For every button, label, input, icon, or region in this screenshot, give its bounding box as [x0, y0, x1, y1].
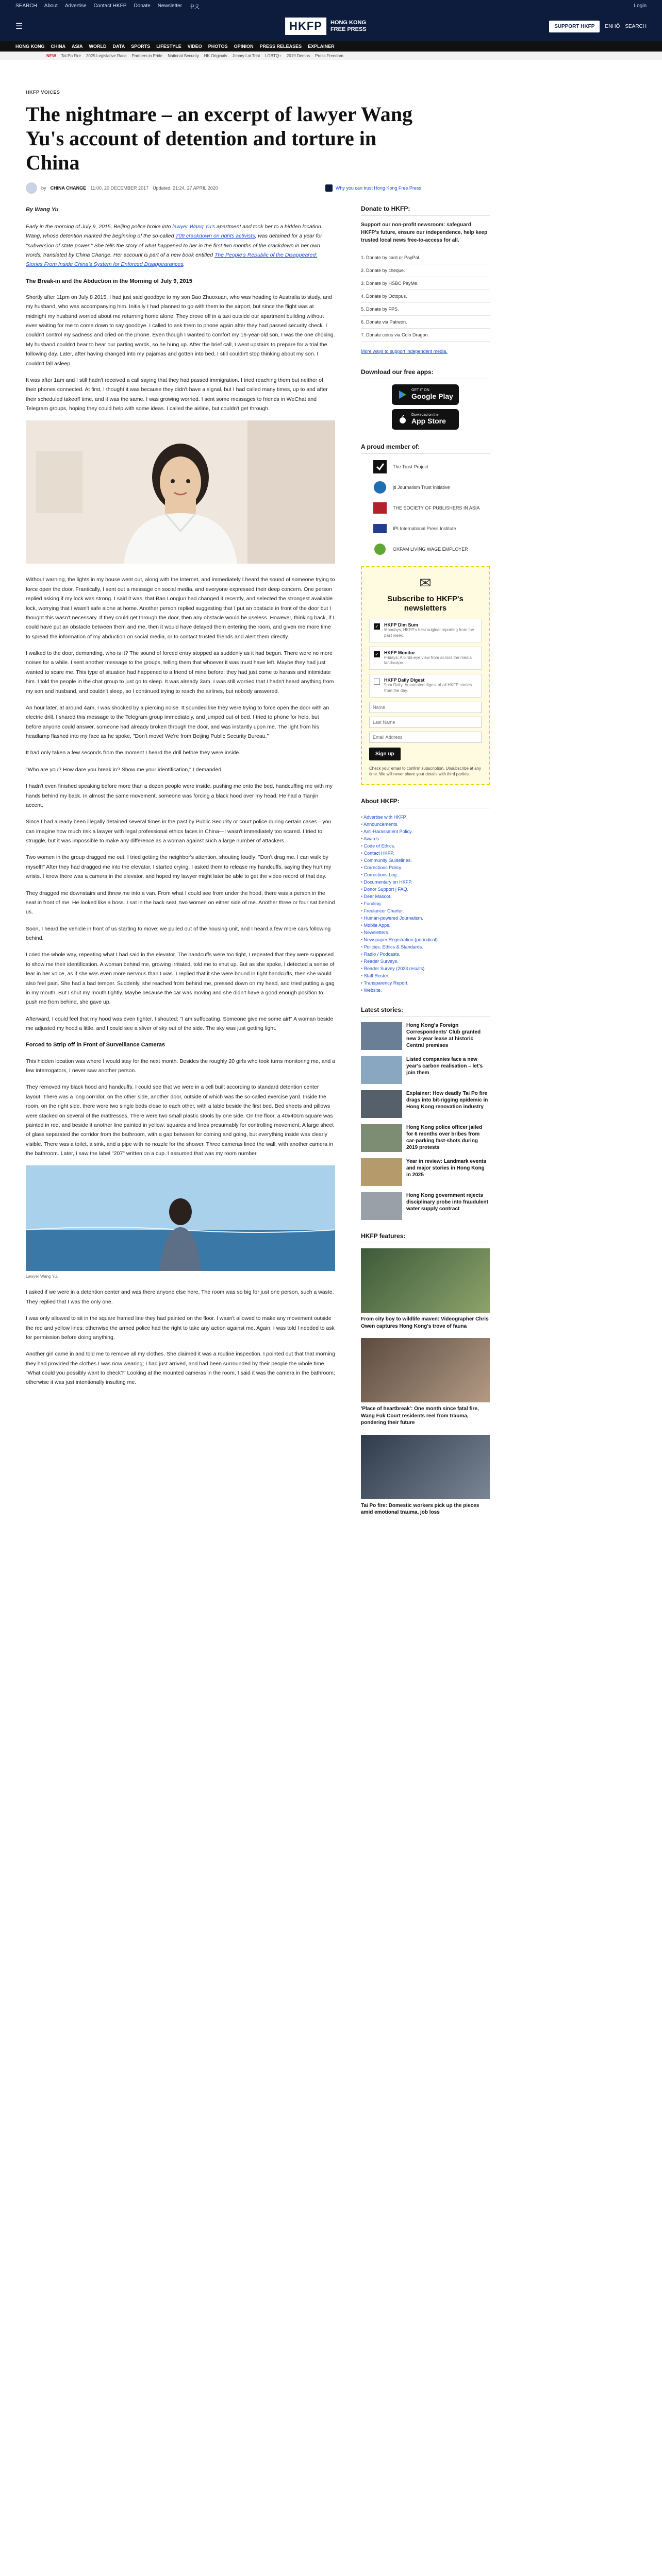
trending-bar	[0, 52, 662, 60]
feature-story[interactable]	[361, 1435, 490, 1516]
wang-yu-seaside-image	[26, 1165, 335, 1271]
member-title: A proud member of:	[361, 443, 490, 454]
about-link[interactable]: • Announcements.	[361, 821, 490, 828]
sidebar	[351, 205, 636, 1524]
feature-image	[361, 1435, 490, 1499]
about-link[interactable]: • Newspaper Registration (periodical).	[361, 936, 490, 943]
paragraph: I walked to the door, demanding, who is it? The sound of forced entry stopped as suddenly as it had begun. There were no more noises for a while. I sent another message to the groups, telling them that whoever it was must have left. Maybe they had just wanted to scare me. This type of situation had happened to a friend of mine before: they had just come to harass and intimidate him. I told the people in the chat group to just go to sleep. It was already 3am. I was still worried that I hadn't heard anything from my son and husband, and couldn't sleep, so I continued trying to reach the airlines, but nobody answered.	[26, 650, 334, 694]
intro-text: Early in the morning of July 9, 2015, Beijing police broke into	[26, 223, 173, 230]
paragraph: "Who are you? How dare you break in? Show me your identification," I demanded.	[26, 766, 223, 773]
paragraph: This hidden location was where I would stay for the next month. Besides the roughly 20 girls who took turns monitoring me, and a few interrogators, I never saw another person.	[26, 1058, 335, 1074]
member-name: jti Journalism Trust Initiative	[393, 484, 450, 490]
image-caption: Lawyer Wang Yu.	[26, 1274, 58, 1279]
search-link[interactable]: SEARCH	[625, 23, 647, 29]
member-name: THE SOCIETY OF PUBLISHERS IN ASIA	[393, 505, 480, 511]
topbar-item-newsletter[interactable]: Newsletter	[157, 3, 182, 9]
newsletter-option-title: HKFP Monitor	[384, 650, 415, 655]
newsletter-option-title: HKFP Daily Digest	[384, 677, 425, 683]
member-sopa[interactable]	[371, 500, 490, 516]
about-link[interactable]: • Corrections Log.	[361, 871, 490, 878]
paragraph: It was after 1am and I still hadn't received a call saying that they had passed immigration. I tried reaching them but neither of their phones connected. At first, I thought it was because they didn't have a signal, but I had called many times, up to and after their scheduled takeoff time, and it was the same. I was growing worried. I sent some messages to friends in WeChat and Telegram groups, hoping they could help with some ideas. I called the airline, but couldn't get through.	[26, 377, 328, 412]
apple-icon	[398, 415, 407, 424]
about-link[interactable]: • Radio / Podcasts.	[361, 951, 490, 958]
topbar-item-donate[interactable]: Donate	[134, 3, 151, 9]
latest-story[interactable]	[361, 1056, 490, 1084]
about-link[interactable]: • Freelancer Charter.	[361, 907, 490, 914]
trust-project-icon	[371, 459, 389, 474]
features-title: HKFP features:	[361, 1232, 490, 1243]
newsletter-option-monitor[interactable]	[369, 647, 482, 670]
topbar-item-login[interactable]: Login	[634, 3, 647, 9]
ipi-icon	[371, 521, 389, 536]
story-thumbnail	[361, 1158, 402, 1186]
feature-title[interactable]: Tai Po fire: Domestic workers pick up the pieces amid emotional trauma, job loss	[361, 1502, 479, 1516]
sopa-icon	[371, 500, 389, 516]
story-thumbnail	[361, 1056, 402, 1084]
member-jti[interactable]	[371, 480, 490, 495]
latest-story[interactable]	[361, 1158, 490, 1186]
member-oxfam[interactable]	[371, 541, 490, 557]
newsletter-title: Subscribe to HKFP's newsletters	[387, 594, 464, 613]
logo-mark: HKFP	[285, 18, 326, 35]
about-link[interactable]: • Community Guidelines.	[361, 857, 490, 864]
paragraph: Soon, I heard the vehicle in front of us starting to move: we pulled out of the housing unit, and I heard a few more cars following behind.	[26, 925, 331, 942]
logo-line-1: HONG KONG	[330, 19, 367, 26]
about-title: About HKFP:	[361, 798, 490, 808]
about-link[interactable]: • Mobile Apps.	[361, 922, 490, 929]
author-avatar	[26, 182, 37, 194]
wang-yu-link[interactable]: lawyer Wang Yu's	[172, 223, 216, 230]
paragraph: Without warning, the lights in my house went out, along with the Internet, and immediately I heard the sound of someone trying to force open the door. Frantically, I sent out a message on social media, and everyone expressed their deep concern. One person replied asking if my lock was strong. I said it was, that Bao Longjun had changed it recently, and selected the strongest available lock, worrying that I wasn't safe alone at home. Another person replied suggesting that I put an obstacle in front of the door but I thought this wasn't necessary. If they could get through the door, then any obstacle would be useless. However, thinking back, if I could have put an obstacle between them and me, then it would have delayed them entering the room, and given me more time to spread the information of my abduction on social media, or to contact trusted friends and alert them directly.	[26, 577, 335, 640]
latest-story-title[interactable]: Hong Kong's Foreign Correspondents' Club granted new 3-year lease at historic Central premises	[406, 1023, 481, 1049]
paragraph: I was only allowed to sit in the square framed line they had painted on the floor. I wasn't allowed to make any movement outside the red and yellow lines: otherwise the armed police had the right to take any action against me. Again, I was told I needed to ask for permission before doing anything.	[26, 1315, 335, 1341]
nav-item-lifestyle[interactable]: LIFESTYLE	[156, 44, 181, 49]
paragraph: I asked if we were in a detention center and was there anyone else here. The room was so big for just one person, such a waste. They replied that I was the only one.	[26, 1289, 334, 1305]
nav-item-opinion[interactable]: OPINION	[234, 44, 254, 49]
nav-item-data[interactable]: DATA	[112, 44, 125, 49]
newsletter-option-desc: Mondays, HKFP's best original reporting from the past week.	[384, 628, 474, 638]
app-store-small: Download on the	[411, 413, 439, 417]
google-play-button[interactable]	[392, 384, 459, 405]
jti-icon	[371, 480, 389, 495]
donate-options	[361, 251, 490, 342]
intro-paragraph	[26, 222, 335, 269]
donate-option[interactable]: 2. Donate by cheque.	[361, 264, 490, 277]
donate-option[interactable]: 3. Donate by HSBC PayMe.	[361, 277, 490, 290]
paragraph: I hadn't even finished speaking before more than a dozen people were inside, pushing me onto the bed, handcuffing me with my hands behind my back. In almost the same movement, someone was forcing a black hood over my head. He had a Tianjin accent.	[26, 783, 333, 808]
trending-item[interactable]: Jimmy Lai Trial	[232, 53, 260, 58]
trending-item[interactable]: Partners in Pride	[131, 53, 163, 58]
paragraph: Two women in the group dragged me out. I tried getting the neighbor's attention, shouting loudly: "Don't drag me. I can walk by myself!" After they had dragged me into the elevator, I started crying. I asked them to release my handcuffs, saying they hurt my wrists. I knew there was a camera in the elevator, and hoped my lawyer might later be able to get the video record of that day.	[26, 854, 332, 880]
menu-icon[interactable]: ☰	[15, 22, 23, 31]
intro-text: , was detained for a year for "subversion of state power." She tells the story of what happened to her in the first two months of the crackdown in her own words, translated by China Change. Her account is part of a new book entitled	[26, 233, 322, 258]
about-link[interactable]: • Newsletters.	[361, 929, 490, 936]
intro-text: apartment and took her to a hidden location. Wang, whose detention marked the beginning of the so-called	[26, 223, 323, 240]
topbar-item-advertise[interactable]: Advertise	[64, 3, 87, 9]
about-link[interactable]: • Deer Mascot.	[361, 893, 490, 900]
latest-story[interactable]	[361, 1090, 490, 1118]
newsletter-option-daily-digest[interactable]	[369, 674, 482, 698]
story-thumbnail	[361, 1192, 402, 1220]
about-links	[361, 814, 490, 994]
member-trust-project[interactable]	[371, 459, 490, 474]
latest-story-title[interactable]: Year in review: Landmark events and major stories in Hong Kong in 2025	[406, 1159, 487, 1178]
about-link[interactable]: • Policies, Ethics & Standards.	[361, 943, 490, 951]
nav-item-sports[interactable]: SPORTS	[131, 44, 151, 49]
trust-badge-icon	[325, 184, 333, 192]
trending-item[interactable]: 2019 Demos	[286, 53, 310, 58]
main-nav	[0, 41, 662, 52]
newsletter-option-desc: Fridays: A birds-eye view from across the media landscape.	[384, 655, 472, 666]
about-link[interactable]: • Transparency Report.	[361, 979, 490, 987]
about-link[interactable]: • Awards.	[361, 835, 490, 842]
donate-description: Support our non-profit newsroom: safeguard HKFP's future, ensure our independence, help keep trusted local news free-to-access for all.	[361, 222, 488, 243]
donate-option[interactable]: 5. Donate by FPS.	[361, 303, 490, 316]
paragraph: It had only taken a few seconds from the moment I heard the drill before they were inside.	[26, 750, 241, 756]
latest-story[interactable]	[361, 1124, 490, 1152]
donate-option[interactable]: 7. Donate coins via Coin Dragon.	[361, 329, 490, 342]
donate-option[interactable]: 6. Donate via Patreon.	[361, 316, 490, 329]
name-input[interactable]	[369, 702, 482, 713]
article-body	[26, 205, 335, 1524]
section-heading: Forced to Strip off in Front of Surveillance Cameras	[26, 1042, 166, 1048]
last-name-input[interactable]	[369, 717, 482, 728]
member-name: IPI International Press Institute	[393, 526, 456, 531]
author-name[interactable]: CHINA CHANGE	[50, 185, 87, 191]
oxfam-icon	[371, 541, 389, 557]
nav-item-asia[interactable]: ASIA	[72, 44, 83, 49]
trending-label: NEW	[46, 53, 56, 58]
feature-title[interactable]: From city boy to wildlife maven: Videographer Chris Owen captures Hong Kong's trove of fauna	[361, 1316, 489, 1329]
content-columns	[26, 205, 636, 1524]
publish-date: 11:00, 20 DECEMBER 2017	[90, 185, 149, 191]
apps-title: Download our free apps:	[361, 368, 490, 379]
latest-story-title[interactable]: Explainer: How deadly Tai Po fire drags into bit-rigging epidemic in Hong Kong renovation industry	[406, 1091, 488, 1110]
brand-actions	[549, 21, 647, 32]
page-wrapper	[26, 90, 636, 1524]
newsletter-box	[361, 566, 490, 786]
checkbox-empty-icon[interactable]	[374, 679, 380, 685]
story-thumbnail	[361, 1022, 402, 1050]
site-logo[interactable]	[285, 18, 377, 35]
logo-line-2: FREE PRESS	[330, 26, 367, 32]
section-heading: The Break-in and the Abduction in the Morning of July 9, 2015	[26, 278, 192, 284]
byline: By Wang Yu	[26, 206, 59, 213]
feature-story[interactable]	[361, 1338, 490, 1427]
trust-link[interactable]	[325, 184, 421, 192]
feature-image	[361, 1338, 490, 1402]
brand-header	[0, 11, 662, 41]
paragraph: Shortly after 11pm on July 8 2015, I had just said goodbye to my son Bao Zhuoxuan, who was heading to Australia to study, and my husband, who was accompanying him. Initially I had planned to go with them to the airport, but since the flight was at midnight my husband worried about me returning home alone. They drove off in a taxi outside our apartment building without even waiting for me to come down to say goodbye. I called to ask them to phone again after they had passed security check. I couldn't control my sadness and cried on the phone. Even though I wanted to comfort my 16-year-old son, I was the one choking. My husband couldn't bear to hear our parting words, so he hung up. After the brief call, I went upstairs to prepare for a trial the following day. Later, after having changed into my pajamas and gotten into bed, I still couldn't stop thinking about my son. I couldn't fall asleep.	[26, 294, 335, 367]
trending-item[interactable]: LGBTQ+	[264, 53, 282, 58]
checkbox-checked-icon[interactable]: ✓	[374, 651, 380, 657]
feature-image	[361, 1248, 490, 1313]
paragraph: They dragged me downstairs and threw me into a van. From what I could see from under the hood, there was a person in the seat in front of me. He looked like a boss. I sat in the back seat, two women on either side of me. Another three or four sat behind us.	[26, 890, 335, 916]
paragraph: An hour later, at around 4am, I was shocked by a piercing noise. It sounded like they were trying to force open the door with an electric drill. I shared this message to the Telegram group immediately, and jumped out of bed. I tried to phone for help, but before anyone could answer, someone had already broken through the door, and was instantly upon me. The light from his headlamp flashed into my face as he spoke, "Don't move! We're from Beijing Public Security Bureau."	[26, 704, 329, 740]
google-play-icon	[398, 390, 407, 399]
support-hkfp-button[interactable]: SUPPORT HKFP	[549, 21, 600, 32]
latest-story-title[interactable]: Hong Kong government rejects disciplinary probe into fraudulent water supply contract	[406, 1193, 488, 1212]
article-kicker[interactable]: HKFP VOICES	[26, 90, 60, 95]
topbar-item-search[interactable]: SEARCH	[15, 3, 37, 9]
sidebar-column	[361, 205, 490, 1516]
signup-button[interactable]: Sign up	[369, 748, 401, 760]
google-play-label: Google Play	[411, 392, 453, 401]
paragraph: Since I had already been illegally detained several times in the past by Public Security or court police during certain cases—you can imagine how much risk a lawyer with legal professional ethics faces in China—I wasn't immediately too scared. I tried to struggle, but it was impossible to make any difference as a woman against such a large number of attackers.	[26, 819, 332, 844]
about-link[interactable]: • Code of Ethics.	[361, 842, 490, 850]
about-link[interactable]: • Reader Survey (2023 results).	[361, 965, 490, 972]
latest-story[interactable]	[361, 1192, 490, 1220]
app-store-label: App Store	[411, 417, 446, 426]
feature-story[interactable]	[361, 1248, 490, 1330]
trust-link-label: Why you can trust Hong Kong Free Press	[335, 185, 421, 191]
latest-story[interactable]	[361, 1022, 490, 1050]
story-thumbnail	[361, 1124, 402, 1152]
latest-story-title[interactable]: Hong Kong police officer jailed for 6 months over bribes from car-parking fast-shots during 2019 protests	[406, 1125, 483, 1151]
paragraph: Afterward, I could feel that my hood was even tighter. I shouted: "I am suffocating. Someone give me some air!" A woman beside me adjusted my hood a little, and I could see a sliver of sky out of the side. The sky was just getting light.	[26, 1015, 334, 1032]
topbar-item-chinese[interactable]: 中文	[189, 4, 200, 10]
trending-item[interactable]: National Security	[168, 53, 199, 58]
trending-item[interactable]: Press Freedom	[315, 53, 343, 58]
article-title: The nightmare – an excerpt of lawyer Wang Yu's account of detention and torture in China	[26, 103, 412, 175]
newsletter-option-desc: 9pm Daily: Automated digest of all HKFP stories from the day.	[384, 683, 472, 693]
portrait-illustration	[26, 420, 335, 564]
topbar-item-contact[interactable]: Contact HKFP	[93, 3, 127, 9]
about-link[interactable]: • Human-powered Journalism.	[361, 914, 490, 922]
feature-title[interactable]: 'Place of heartbreak': One month since fatal fire, Wang Fuk Court residents reel from trauma, pondering their future	[361, 1406, 479, 1426]
checkbox-checked-icon[interactable]: ✓	[374, 623, 380, 630]
app-store-button[interactable]	[392, 409, 459, 430]
intro-text: .	[183, 261, 185, 268]
nav-item-world[interactable]: WORLD	[89, 44, 107, 49]
newsletter-option-title: HKFP Dim Sum	[384, 622, 418, 628]
top-utility-bar	[0, 0, 662, 11]
logo-text	[330, 20, 377, 33]
about-link[interactable]: • Documentary on HKFP.	[361, 878, 490, 886]
member-name: OXFAM LIVING WAGE EMPLOYER	[393, 546, 468, 552]
topbar-item-about[interactable]: About	[44, 3, 58, 9]
member-name: The Trust Project	[393, 464, 428, 469]
donate-option[interactable]: 1. Donate by card or PayPal.	[361, 251, 490, 264]
nav-item-video[interactable]: VIDEO	[187, 44, 202, 49]
nav-item-photos[interactable]: PHOTOS	[208, 44, 228, 49]
about-link[interactable]: • Advertise with HKFP.	[361, 814, 490, 821]
donate-title: Donate to HKFP:	[361, 205, 490, 216]
newsletter-note: Check your email to confirm subscription. Unsubscribe at any time. We will never share your details with third parties.	[369, 766, 481, 777]
about-link[interactable]: • Funding.	[361, 900, 490, 907]
latest-story-title[interactable]: Listed companies face a new year's carbon realisation – let's join them	[406, 1057, 483, 1076]
more-ways-link[interactable]: More ways to support independent media.	[361, 348, 448, 354]
language-link[interactable]: ENHÖ	[605, 23, 620, 29]
envelope-icon: ✉	[419, 574, 432, 591]
paragraph: They removed my black hood and handcuffs. I could see that we were in a cell built according to standard detention center layout. There was a long corridor, on the other side, another door, outside of which was the so-called exercise yard. Inside the room, on the right side, there were two single beds close to each other, with a table beside the first bed. Bed sheets and pillows were stacked on several of the mattresses. There were two small plastic stools by one side. On the floor, a 40x40cm square was painted in red, and beside it another line painted in yellow: squares and lines presumably for controlling movement. A large sheet of glass separated the corridor from the bathroom, with a gap between for coming and going, but everything inside was clearly visible. There was a toilet, a sink, and a pipe with no nozzle for the shower. Three cameras lined the wall, with another camera in the bathroom. Later, I saw the label "207" written on a cup. I assumed that was my room number.	[26, 1084, 334, 1157]
by-label: by	[41, 185, 46, 191]
about-link[interactable]: • Donor Support | FAQ.	[361, 886, 490, 893]
wang-yu-portrait-image	[26, 420, 335, 564]
latest-title: Latest stories:	[361, 1006, 490, 1017]
about-link[interactable]: • Website.	[361, 987, 490, 994]
crackdown-link[interactable]: 709 crackdown on rights activists	[175, 233, 255, 240]
donate-option[interactable]: 4. Donate by Octopus.	[361, 290, 490, 303]
updated-date: Updated: 21:24, 27 APRIL 2020	[153, 185, 218, 191]
nav-item-china[interactable]: CHINA	[51, 44, 66, 49]
trending-item[interactable]: HK Originals	[204, 53, 227, 58]
nav-item-explainer[interactable]: EXPLAINER	[308, 44, 335, 49]
member-ipi[interactable]	[371, 521, 490, 536]
nav-item-hong-kong[interactable]: HONG KONG	[15, 44, 45, 49]
about-link[interactable]: • Anti-Harassment Policy.	[361, 828, 490, 835]
story-thumbnail	[361, 1090, 402, 1118]
seaside-illustration	[26, 1165, 335, 1271]
book-link[interactable]: The People's Republic of the Disappeared: Stories From Inside China's System for Enforced Disappearances	[26, 251, 318, 268]
about-link[interactable]: • Contact HKFP.	[361, 850, 490, 857]
email-input[interactable]	[369, 732, 482, 743]
google-play-small: GET IT ON	[411, 388, 429, 393]
newsletter-option-dim-sum[interactable]	[369, 619, 482, 642]
article-meta	[26, 182, 636, 194]
trending-item[interactable]: Tai Po Fire	[61, 53, 81, 58]
paragraph: Another girl came in and told me to remove all my clothes. She claimed it was a routine inspection. I pointed out that that morning they had provided the clothes I was now wearing; I had just arrived, and had been surrounded by their people the whole time. "What could you possibly want to check?" Looking at the mounted cameras in the room, I said it was the camera in the bathroom; otherwise it was just intentionally insulting me.	[26, 1351, 335, 1386]
about-link[interactable]: • Reader Surveys.	[361, 958, 490, 965]
paragraph: I cried the whole way, repeating what I had said in the elevator. The handcuffs were too tight, I repeated that they were supposed to show me their identification. A woman behind me, growing irritated, told me to shut up. But as she spoke, I detected a sense of fear in her voice, as if she was even more nervous than I was. I replied that it she were bound in tight handcuffs, then she would also feel pain. She had a bad temper. Suddenly, she reached from behind me, pressed down on my head, and tried putting a gag in my mouth. But I shut my mouth tightly. Maybe because the car was moving and she didn't have a good enough position to push me from behind, she gave up.	[26, 952, 335, 1006]
nav-item-press-releases[interactable]: PRESS RELEASES	[259, 44, 302, 49]
trending-item[interactable]: 2025 Legislative Race	[86, 53, 127, 58]
about-link[interactable]: • Corrections Policy.	[361, 864, 490, 871]
about-link[interactable]: • Staff Roster.	[361, 972, 490, 979]
